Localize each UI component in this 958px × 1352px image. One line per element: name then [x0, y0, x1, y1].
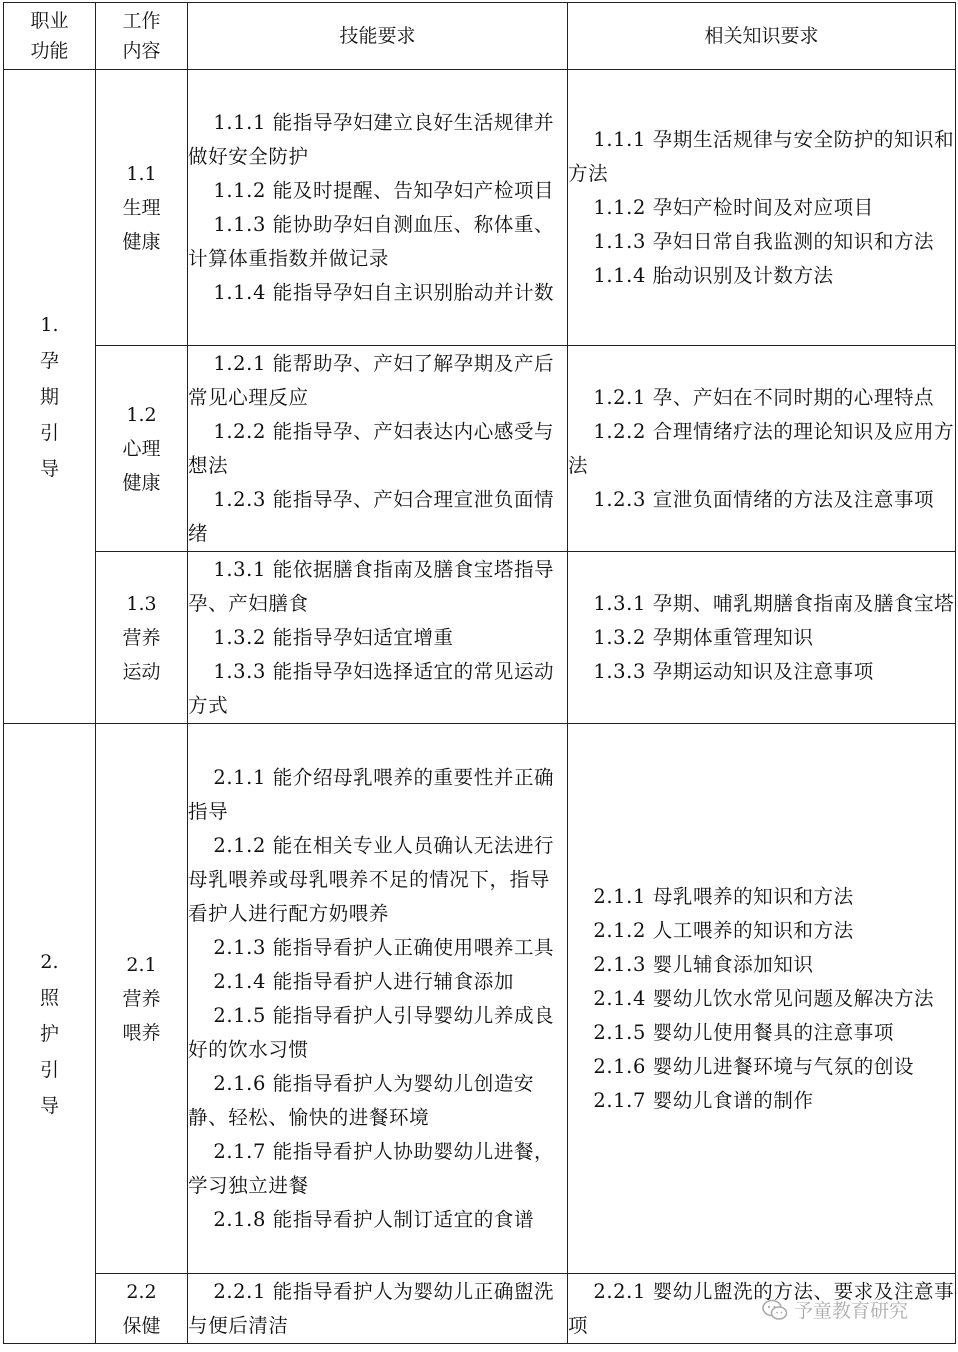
work-content-line: 生理	[122, 196, 161, 219]
header-work-content: 工作 内容	[96, 3, 188, 70]
skill-item: 1.3.1 能依据膳食指南及膳食宝塔指导孕、产妇膳食	[188, 557, 555, 615]
header-occupational-function: 职业 功能	[4, 3, 96, 70]
function-number: 1.	[40, 313, 59, 336]
skill-item: 1.1.3 能协助孕妇自测血压、称体重、计算体重指数并做记录	[188, 212, 555, 270]
knowledge-item: 2.1.2 人工喂养的知识和方法	[593, 918, 854, 942]
header-knowledge-requirements: 相关知识要求	[568, 3, 956, 70]
table-row	[4, 346, 956, 552]
skill-item: 2.1.6 能指导看护人为婴幼儿创造安静、轻松、愉快的进餐环境	[188, 1071, 535, 1129]
function-number: 2.	[40, 950, 59, 973]
work-content-line: 营养	[122, 987, 161, 1010]
skill-item: 2.1.5 能指导看护人引导婴幼儿养成良好的饮水习惯	[188, 1003, 555, 1061]
knowledge-item: 1.1.4 胎动识别及计数方法	[593, 263, 834, 287]
work-content-cell	[96, 552, 188, 724]
work-content-line: 运动	[122, 660, 161, 683]
knowledge-item: 2.1.4 婴幼儿饮水常见问题及解决方法	[593, 986, 935, 1010]
knowledge-item: 1.2.2 合理情绪疗法的理论知识及应用方法	[568, 419, 955, 477]
work-content-line: 营养	[122, 626, 161, 649]
skill-item: 1.2.2 能指导孕、产妇表达内心感受与想法	[188, 419, 555, 477]
skill-item: 2.1.7 能指导看护人协助婴幼儿进餐，学习独立进餐	[188, 1139, 555, 1197]
work-content-cell	[96, 70, 188, 346]
knowledge-item: 2.2.1 婴幼儿盥洗的方法、要求及注意事项	[568, 1279, 955, 1337]
function-cell	[4, 724, 96, 1344]
knowledge-item: 1.1.2 孕妇产检时间及对应项目	[593, 195, 874, 219]
table-header-row	[4, 3, 956, 70]
skill-item: 1.2.3 能指导孕、产妇合理宣泄负面情绪	[188, 487, 555, 545]
work-content-line: 1.1	[126, 162, 157, 185]
skills-cell	[188, 346, 568, 552]
work-content-line: 1.2	[126, 403, 157, 426]
skill-item: 2.2.1 能指导看护人为婴幼儿正确盥洗与便后清洁	[188, 1279, 555, 1337]
function-cell	[4, 70, 96, 724]
knowledge-item: 1.1.1 孕期生活规律与安全防护的知识和方法	[568, 127, 955, 185]
knowledge-item: 2.1.3 婴儿辅食添加知识	[593, 952, 814, 976]
knowledge-item: 1.2.1 孕、产妇在不同时期的心理特点	[593, 385, 935, 409]
work-content-line: 1.3	[126, 592, 157, 615]
watermark-text: 予童教育研究	[794, 1300, 909, 1322]
standards-table	[3, 2, 956, 1344]
knowledge-item: 1.3.3 孕期运动知识及注意事项	[593, 659, 874, 683]
header-skill-requirements: 技能要求	[188, 3, 568, 70]
work-content-cell	[96, 346, 188, 552]
skills-cell	[188, 70, 568, 346]
knowledge-cell	[568, 346, 956, 552]
knowledge-item: 1.2.3 宣泄负面情绪的方法及注意事项	[593, 487, 935, 511]
table-row	[4, 724, 956, 1274]
work-content-line: 保健	[122, 1314, 161, 1337]
skill-item: 1.1.4 能指导孕妇自主识别胎动并计数	[213, 280, 555, 304]
skill-item: 1.3.3 能指导孕妇选择适宜的常见运动方式	[188, 659, 555, 717]
knowledge-item: 1.3.2 孕期体重管理知识	[593, 625, 814, 649]
wechat-icon	[762, 1299, 788, 1321]
work-content-line: 心理	[122, 437, 161, 460]
knowledge-item: 2.1.1 母乳喂养的知识和方法	[593, 884, 854, 908]
skill-item: 2.1.3 能指导看护人正确使用喂养工具	[213, 935, 555, 959]
work-content-line: 健康	[122, 471, 161, 494]
function-char: 照	[39, 986, 59, 1009]
function-char: 导	[39, 1094, 59, 1117]
function-char: 引	[39, 1058, 59, 1081]
function-char: 护	[39, 1022, 59, 1045]
knowledge-item: 1.3.1 孕期、哺乳期膳食指南及膳食宝塔	[593, 591, 955, 615]
skill-item: 2.1.1 能介绍母乳喂养的重要性并正确指导	[188, 765, 555, 823]
function-char: 孕	[39, 349, 59, 372]
work-content-cell	[96, 724, 188, 1274]
knowledge-cell	[568, 724, 956, 1274]
function-char: 期	[39, 385, 59, 408]
watermark	[762, 1296, 908, 1323]
table-row	[4, 70, 956, 346]
function-char: 导	[39, 457, 59, 480]
skill-item: 2.1.8 能指导看护人制订适宜的食谱	[213, 1207, 535, 1231]
skill-item: 2.1.2 能在相关专业人员确认无法进行母乳喂养或母乳喂养不足的情况下，指导看护人进行配方奶喂养	[188, 833, 555, 925]
knowledge-cell	[568, 552, 956, 724]
skill-item: 1.3.2 能指导孕妇适宜增重	[213, 625, 454, 649]
skills-cell	[188, 724, 568, 1274]
skill-item: 1.2.1 能帮助孕、产妇了解孕期及产后常见心理反应	[188, 351, 555, 409]
work-content-line: 健康	[122, 230, 161, 253]
work-content-line: 2.2	[126, 1280, 157, 1303]
knowledge-cell	[568, 70, 956, 346]
knowledge-item: 2.1.5 婴幼儿使用餐具的注意事项	[593, 1020, 894, 1044]
skill-item: 1.1.1 能指导孕妇建立良好生活规律并做好安全防护	[188, 110, 555, 168]
skills-cell	[188, 552, 568, 724]
work-content-line: 2.1	[126, 953, 157, 976]
knowledge-item: 2.1.7 婴幼儿食谱的制作	[593, 1088, 814, 1112]
work-content-line: 喂养	[122, 1021, 161, 1044]
skills-cell	[188, 1274, 568, 1344]
work-content-cell	[96, 1274, 188, 1344]
skill-item: 2.1.4 能指导看护人进行辅食添加	[213, 969, 514, 993]
knowledge-item: 2.1.6 婴幼儿进餐环境与气氛的创设	[593, 1054, 915, 1078]
table-row	[4, 552, 956, 724]
skill-item: 1.1.2 能及时提醒、告知孕妇产检项目	[213, 178, 555, 202]
function-char: 引	[39, 421, 59, 444]
knowledge-item: 1.1.3 孕妇日常自我监测的知识和方法	[593, 229, 935, 253]
